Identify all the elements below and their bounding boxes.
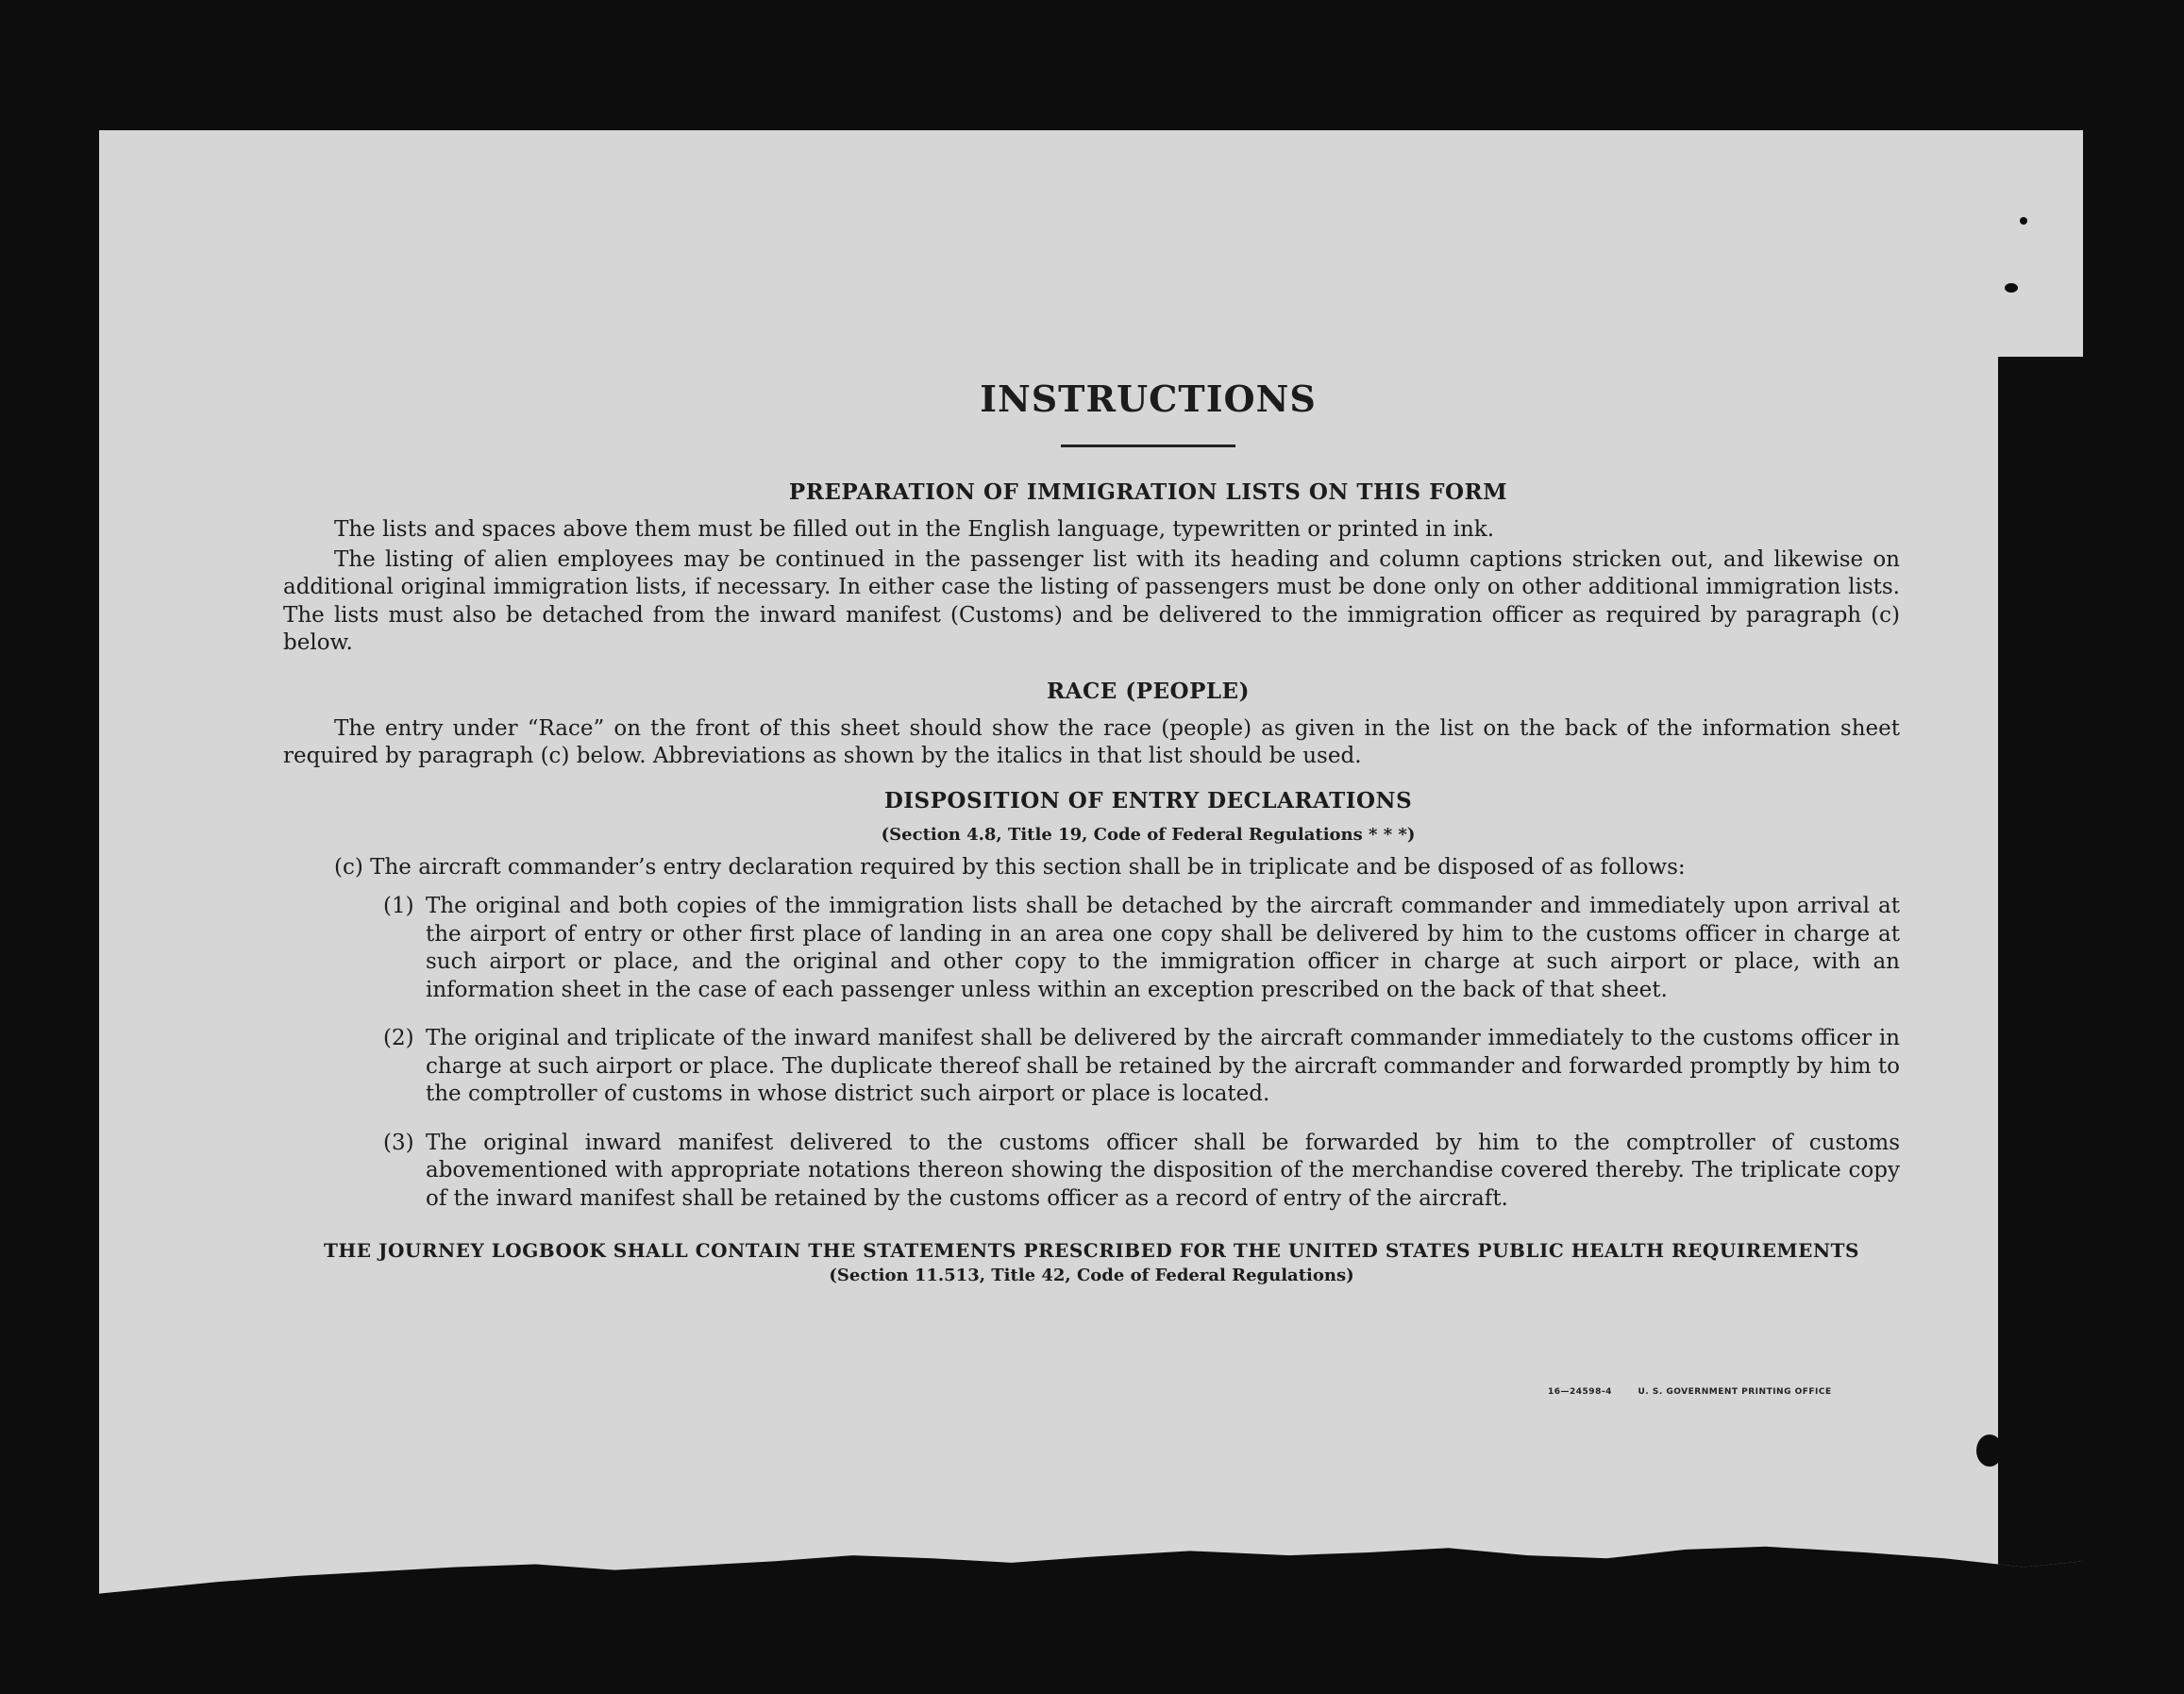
ink-spot <box>1976 1434 2003 1467</box>
disposition-clause: (c) The aircraft commander’s entry declaration required by this section shall be in triplicate and be disposed of as follows: <box>334 854 1686 880</box>
preparation-heading: PREPARATION OF IMMIGRATION LISTS ON THIS FORM <box>788 479 1508 505</box>
item-text: The original and both copies of the immigration lists shall be detached by the aircraft commander and immediately upon arrival at the airport of entry or other first place of landing in an area one copy shall be delivered by him to the customs officer in charge at such airport or place, and the original and other copy to the immigration officer in charge at such airport or place, with an information sheet in the case of each passenger unless within an exception prescribed on the back of that sheet. <box>426 894 1900 1002</box>
item-number: (3) <box>383 1130 414 1155</box>
disposition-citation: (Section 4.8, Title 19, Code of Federal Regulations * * *) <box>881 824 1416 845</box>
disposition-heading: DISPOSITION OF ENTRY DECLARATIONS <box>883 787 1413 813</box>
item-text: The original inward manifest delivered to the customs officer shall be forwarded by him to the comptroller of customs abovementioned with appropriate notations thereon showing the disposition of the merchandise covered thereby. The triplicate copy of the inward manifest shall be retained by the customs officer as a record of entry of the aircraft. <box>426 1130 1900 1211</box>
ink-spot <box>2029 1491 2037 1501</box>
item-number: (1) <box>383 894 414 918</box>
printer-imprint <box>1548 1387 1832 1397</box>
torn-edge <box>1998 357 2083 1631</box>
list-item <box>383 893 1900 1004</box>
ink-spot <box>2020 217 2027 225</box>
instructions-content <box>283 377 1900 1285</box>
item-text: The original and triplicate of the inward manifest shall be delivered by the aircraft commander immediately to the customs officer in charge at such airport or place. The duplicate thereof shall be retained by the aircraft commander and forwarded promptly by him to the comptroller of customs in whose district such airport or place is located. <box>426 1026 1900 1106</box>
preparation-paragraph-1: The lists and spaces above them must be filled out in the English language, typewritten or printed in ink. <box>334 517 1495 542</box>
ink-spot <box>2005 283 2018 293</box>
list-item <box>383 1130 1900 1214</box>
form-code: 16—24598-4 <box>1548 1387 1612 1397</box>
item-number: (2) <box>383 1026 414 1050</box>
health-requirements-citation: (Section 11.513, Title 42, Code of Federal Regulations) <box>829 1266 1354 1285</box>
printing-office: U. S. GOVERNMENT PRINTING OFFICE <box>1638 1387 1832 1397</box>
race-paragraph: The entry under “Race” on the front of this sheet should show the race (people) as given in the list on the back of the information sheet required by paragraph (c) below. Abbreviations as shown by the italics in that list should be used. <box>283 715 1900 768</box>
page-title: INSTRUCTIONS <box>980 377 1317 420</box>
ink-spot <box>2022 1389 2033 1400</box>
disposition-list <box>283 893 1900 1213</box>
race-heading: RACE (PEOPLE) <box>1047 678 1250 704</box>
list-item <box>383 1025 1900 1109</box>
health-requirements-statement: THE JOURNEY LOGBOOK SHALL CONTAIN THE STATEMENTS PRESCRIBED FOR THE UNITED STATES PUBLIC HEALTH REQUIREMENTS <box>324 1239 1859 1262</box>
title-rule <box>1061 444 1235 447</box>
preparation-paragraph-2: The listing of alien employees may be continued in the passenger list with its heading and column captions stricken out, and likewise on additional original immigration lists, if necessary. In either case the listing of passengers must be done only on other additional immigration lists. The lists must also be detached from the inward manifest (Customs) and be delivered to the immigration officer as required by paragraph (c) below. <box>283 546 1900 655</box>
